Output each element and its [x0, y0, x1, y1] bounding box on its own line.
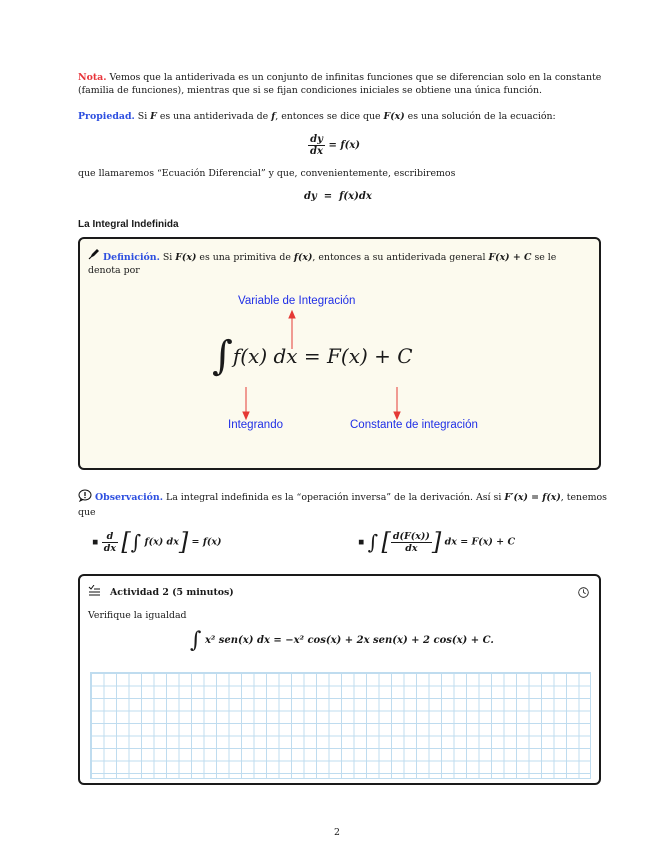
- math-expr: f(x): [293, 252, 313, 263]
- llamaremos-text: que llamaremos “Ecuación Diferencial” y que, convenientemente, escribiremos: [78, 168, 456, 179]
- bullet-dot: ▪: [358, 536, 365, 548]
- frac-num: dy: [308, 134, 325, 146]
- definition-text-part: se le: [534, 252, 557, 263]
- list-icon: [88, 585, 101, 601]
- clock-icon: [578, 583, 589, 602]
- nota-line2: (familia de funciones), mientras que si se fijan condiciones iniciales se obtiene una única función.: [78, 85, 542, 96]
- integral-sign: ∫: [130, 530, 142, 554]
- equation-dy-dx: [308, 134, 360, 157]
- answer-grid[interactable]: [90, 672, 591, 779]
- activity-box: [78, 574, 601, 785]
- bracket: [: [121, 528, 131, 556]
- activity-header: [88, 585, 234, 601]
- integral-sign: ∫: [212, 333, 233, 379]
- observation-label: Observación.: [94, 492, 164, 503]
- observation-line2: que: [78, 507, 96, 518]
- propiedad-text: Si: [137, 111, 148, 122]
- nota-line1: Vemos que la antiderivada es un conjunto de infinitas funciones que se diferencian solo en la constante: [109, 72, 602, 83]
- label-integrando: Integrando: [228, 419, 283, 431]
- frac-den: dx: [405, 542, 418, 554]
- propiedad-label: Propiedad.: [78, 111, 135, 122]
- propiedad-text: es una solución de la ecuación:: [407, 111, 556, 122]
- propiedad-text: es una antiderivada de: [159, 111, 269, 122]
- math-expr: F(x) + C: [488, 252, 532, 263]
- math-var: F: [150, 111, 157, 122]
- bullet-rhs: dx = F(x) + C: [444, 536, 516, 548]
- activity-equation: [190, 628, 494, 653]
- math-var: f: [271, 111, 276, 122]
- label-variable-integracion: Variable de Integración: [238, 295, 356, 307]
- arrow-constante-head: [394, 412, 400, 419]
- propiedad-paragraph: [78, 110, 556, 123]
- frac-den: dx: [310, 146, 323, 157]
- integral-sign: ∫: [190, 628, 202, 653]
- definition-label: Definición.: [102, 252, 160, 263]
- math-expr: F′(x) = f(x): [504, 492, 561, 503]
- bracket: ]: [178, 528, 189, 556]
- nota-paragraph: [78, 71, 602, 97]
- observation-text: La integral indefinida es la “operación inversa” de la derivación. Así si: [166, 492, 502, 503]
- exclamation-bubble-icon: [78, 489, 92, 506]
- integral-sign: ∫: [367, 530, 379, 554]
- bullet-item-1: [92, 528, 222, 556]
- bracket: ]: [431, 528, 442, 556]
- math-expr: F(x): [383, 111, 405, 122]
- bullet-item-2: [358, 528, 515, 556]
- bullet-expr: f(x) dx: [144, 536, 179, 548]
- bullet-dot: ▪: [92, 536, 99, 548]
- section-heading: La Integral Indefinida: [78, 219, 179, 230]
- equation-differential: dy = f(x)dx: [304, 191, 372, 202]
- arrow-integrando-head: [243, 412, 249, 419]
- propiedad-text: , entonces se dice que: [275, 111, 381, 122]
- page-number: 2: [334, 827, 340, 838]
- observation-paragraph: [78, 489, 607, 519]
- definition-text-part: es una primitiva de: [199, 252, 291, 263]
- equation-lhs: x² sen(x) dx: [204, 635, 270, 646]
- definition-box: [78, 237, 601, 470]
- integral-expression: [212, 333, 413, 379]
- label-constante: Constante de integración: [350, 419, 478, 431]
- equation-rhs: = −x² cos(x) + 2x sen(x) + 2 cos(x) + C.: [273, 635, 494, 646]
- bracket: [: [381, 528, 391, 556]
- bullet-rhs: = f(x): [191, 536, 222, 548]
- arrow-variable-head: [289, 311, 295, 318]
- activity-title: Actividad 2 (5 minutos): [109, 587, 234, 598]
- frac-num: d: [102, 531, 118, 543]
- frac-den: dx: [103, 542, 117, 554]
- math-expr: F(x): [175, 252, 197, 263]
- nota-label: Nota.: [78, 72, 107, 83]
- frac-num: d(F(x)): [392, 530, 430, 542]
- activity-instruction: Verifique la igualdad: [88, 610, 187, 621]
- equation-rhs: = f(x): [328, 140, 361, 151]
- observation-text: , tenemos: [560, 492, 607, 503]
- definition-line2: denota por: [88, 265, 140, 276]
- definition-text-part: , entonces a su antiderivada general: [312, 252, 486, 263]
- definition-text-part: Si: [162, 252, 173, 263]
- integral-body: f(x) dx = F(x) + C: [232, 344, 413, 368]
